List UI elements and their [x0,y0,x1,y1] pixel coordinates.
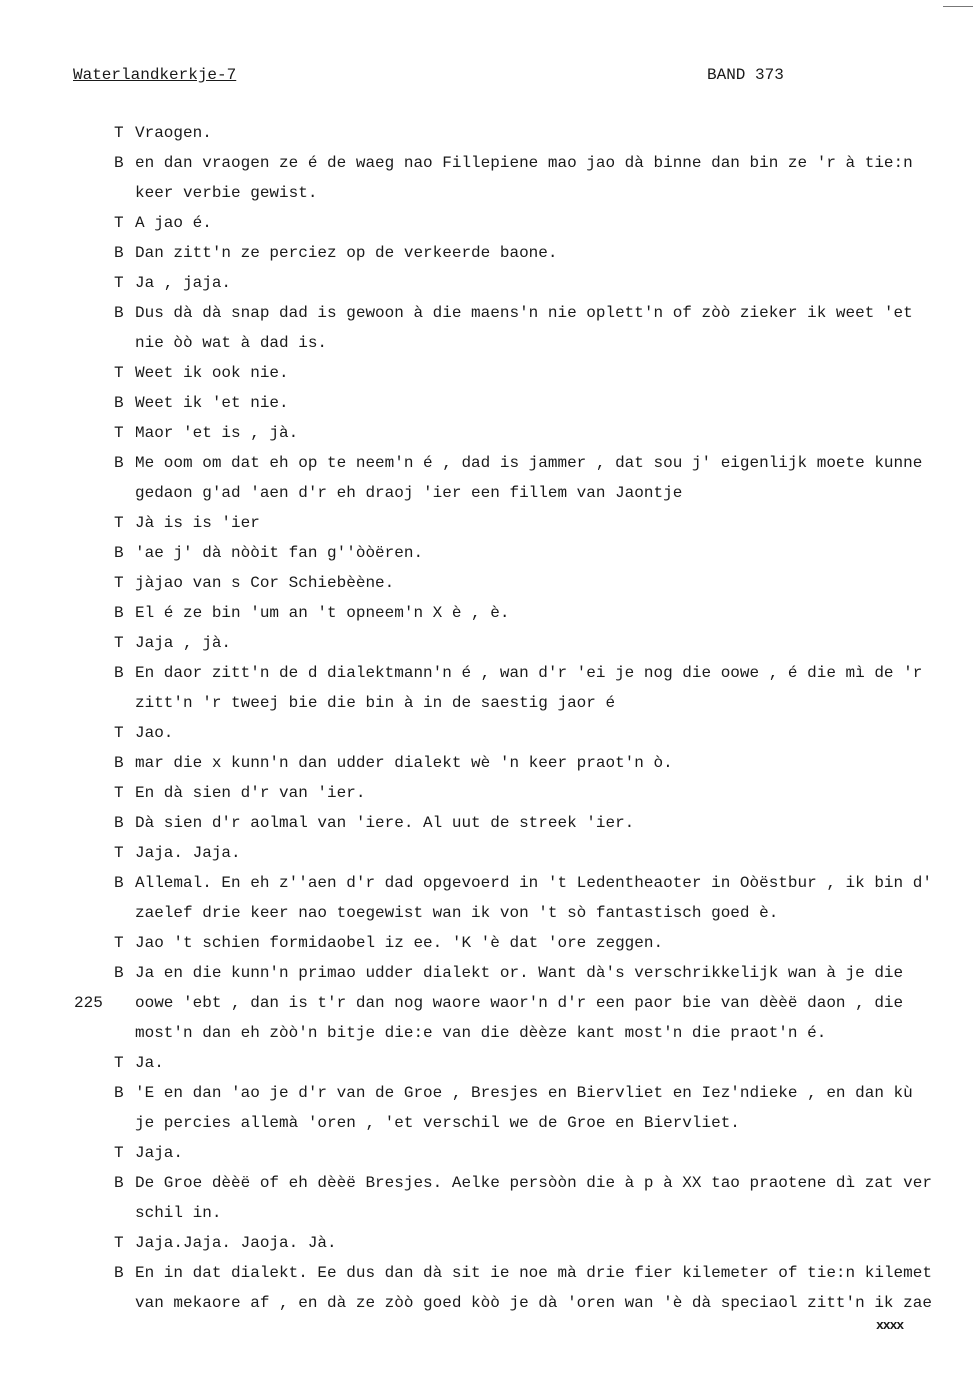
transcript-line [0,1228,973,1258]
transcript-line [0,808,973,838]
line-text: en dan vraogen ze é de waeg nao Fillepiene mao jao dà binne dan bin ze 'r à tie:n [135,154,913,172]
speaker-label: B [114,604,124,622]
transcript-line [0,208,973,238]
speaker-label: T [114,514,124,532]
line-text: Maor 'et is , jà. [135,424,299,442]
line-text: gedaon g'ad 'aen d'r eh draoj 'ier een fillem van Jaontje [135,484,683,502]
transcript-line [0,1138,973,1168]
speaker-label: T [114,424,124,442]
transcript-line [0,538,973,568]
line-text: Dus dà dà snap dad is gewoon à die maens'n nie oplett'n of zòò zieker ik weet 'et [135,304,913,322]
transcript-line [0,628,973,658]
transcript-line [0,778,973,808]
speaker-label: B [114,874,124,892]
line-text: Jao 't schien formidaobel iz ee. 'K 'è dat 'ore zeggen. [135,934,664,952]
speaker-label: B [114,814,124,832]
line-text: van mekaore af , en dà ze zòò goed kòò je dà 'oren wan 'è dà speciaol zitt'n ik zae [135,1294,932,1312]
line-text: Jao. [135,724,174,742]
line-text: Jaja , jà. [135,634,232,652]
transcript-line [0,238,973,268]
line-text: Dà sien d'r aolmal van 'iere. Al uut de streek 'ier. [135,814,635,832]
transcript-line [0,1108,973,1138]
corner-mark [943,6,973,7]
line-text: 'ae j' dà nòòit fan g''òòëren. [135,544,424,562]
transcript-line [0,418,973,448]
line-text: En dà sien d'r van 'ier. [135,784,366,802]
transcript-line [0,328,973,358]
transcript-line [0,388,973,418]
transcript-line [0,1288,973,1318]
footer-mark: xxxx [876,1318,904,1333]
line-number: 225 [74,994,103,1012]
line-text: nie òò wat à dad is. [135,334,328,352]
speaker-label: T [114,1234,124,1252]
line-text: zitt'n 'r tweej bie die bin à in de saestig jaor é [135,694,616,712]
line-text: Ja en die kunn'n primao udder dialekt or. Want dà's verschrikkelijk wan à je die [135,964,904,982]
transcript-line [0,598,973,628]
speaker-label: B [114,394,124,412]
band-number: BAND 373 [707,66,784,84]
transcript-line [0,1018,973,1048]
transcript-line [0,568,973,598]
speaker-label: B [114,1174,124,1192]
line-text: zaelef drie keer nao toegewist wan ik von 't sò fantastisch goed è. [135,904,779,922]
speaker-label: T [114,724,124,742]
line-text: schil in. [135,1204,222,1222]
speaker-label: T [114,214,124,232]
speaker-label: B [114,964,124,982]
speaker-label: B [114,664,124,682]
line-text: Jaja.Jaja. Jaoja. Jà. [135,1234,337,1252]
line-text: Ja. [135,1054,164,1072]
transcript-line [0,1258,973,1288]
line-text: Weet ik ook nie. [135,364,289,382]
line-text: En daor zitt'n de d dialektmann'n é , wan d'r 'ei je nog die oowe , é die mì de 'r [135,664,923,682]
speaker-label: T [114,1054,124,1072]
transcript-line [0,928,973,958]
speaker-label: T [114,1144,124,1162]
document-title: Waterlandkerkje-7 [73,66,237,84]
line-text: keer verbie gewist. [135,184,318,202]
transcript-line [0,838,973,868]
line-text: je percies allemà 'oren , 'et verschil we de Groe en Biervliet. [135,1114,740,1132]
line-text: De Groe dèèë of eh dèèë Bresjes. Aelke persòòn die à p à XX tao praotene dì zat ver [135,1174,932,1192]
line-text: Ja , jaja. [135,274,232,292]
transcript-line [0,1198,973,1228]
line-text: El é ze bin 'um an 't opneem'n X è , è. [135,604,510,622]
transcript-line [0,988,973,1018]
transcript-line [0,1168,973,1198]
line-text: Me oom om dat eh op te neem'n é , dad is jammer , dat sou j' eigenlijk moete kunne [135,454,923,472]
line-text: oowe 'ebt , dan is t'r dan nog waore waor'n d'r een paor bie van dèèë daon , die [135,994,904,1012]
speaker-label: T [114,274,124,292]
speaker-label: T [114,934,124,952]
line-text: jàjao van s Cor Schiebèène. [135,574,395,592]
transcript-line [0,658,973,688]
speaker-label: T [114,634,124,652]
line-text: A jao é. [135,214,212,232]
transcript-line [0,298,973,328]
transcript-line [0,118,973,148]
transcript-line [0,688,973,718]
line-text: Jaja. Jaja. [135,844,241,862]
line-text: Weet ik 'et nie. [135,394,289,412]
line-text: 'E en dan 'ao je d'r van de Groe , Bresjes en Biervliet en Iez'ndieke , en dan kù [135,1084,913,1102]
transcript-line [0,718,973,748]
transcript-line [0,448,973,478]
speaker-label: T [114,784,124,802]
transcript-line [0,958,973,988]
speaker-label: T [114,124,124,142]
speaker-label: T [114,574,124,592]
transcript-line [0,748,973,778]
transcript-line [0,868,973,898]
speaker-label: B [114,1264,124,1282]
line-text: mar die x kunn'n dan udder dialekt wè 'n keer praot'n ò. [135,754,673,772]
transcript-body [0,118,973,1318]
speaker-label: T [114,844,124,862]
line-text: Vraogen. [135,124,212,142]
line-text: Jaja. [135,1144,184,1162]
line-text: Dan zitt'n ze perciez op de verkeerde baone. [135,244,558,262]
line-text: En in dat dialekt. Ee dus dan dà sit ie noe mà drie fier kilemeter of tie:n kilemet [135,1264,932,1282]
transcript-line [0,1048,973,1078]
line-text: Allemal. En eh z''aen d'r dad opgevoerd in 't Ledentheaoter in Oòëstbur , ik bin d' [135,874,932,892]
transcript-line [0,268,973,298]
speaker-label: B [114,154,124,172]
transcript-line [0,898,973,928]
line-text: Jà is is 'ier [135,514,260,532]
transcript-line [0,178,973,208]
transcript-line [0,358,973,388]
speaker-label: B [114,1084,124,1102]
transcript-line [0,148,973,178]
speaker-label: B [114,454,124,472]
speaker-label: B [114,544,124,562]
speaker-label: B [114,244,124,262]
speaker-label: T [114,364,124,382]
speaker-label: B [114,754,124,772]
line-text: most'n dan eh zòò'n bitje die:e van die dèèze kant most'n die praot'n é. [135,1024,827,1042]
transcript-line [0,478,973,508]
speaker-label: B [114,304,124,322]
transcript-line [0,1078,973,1108]
transcript-line [0,508,973,538]
